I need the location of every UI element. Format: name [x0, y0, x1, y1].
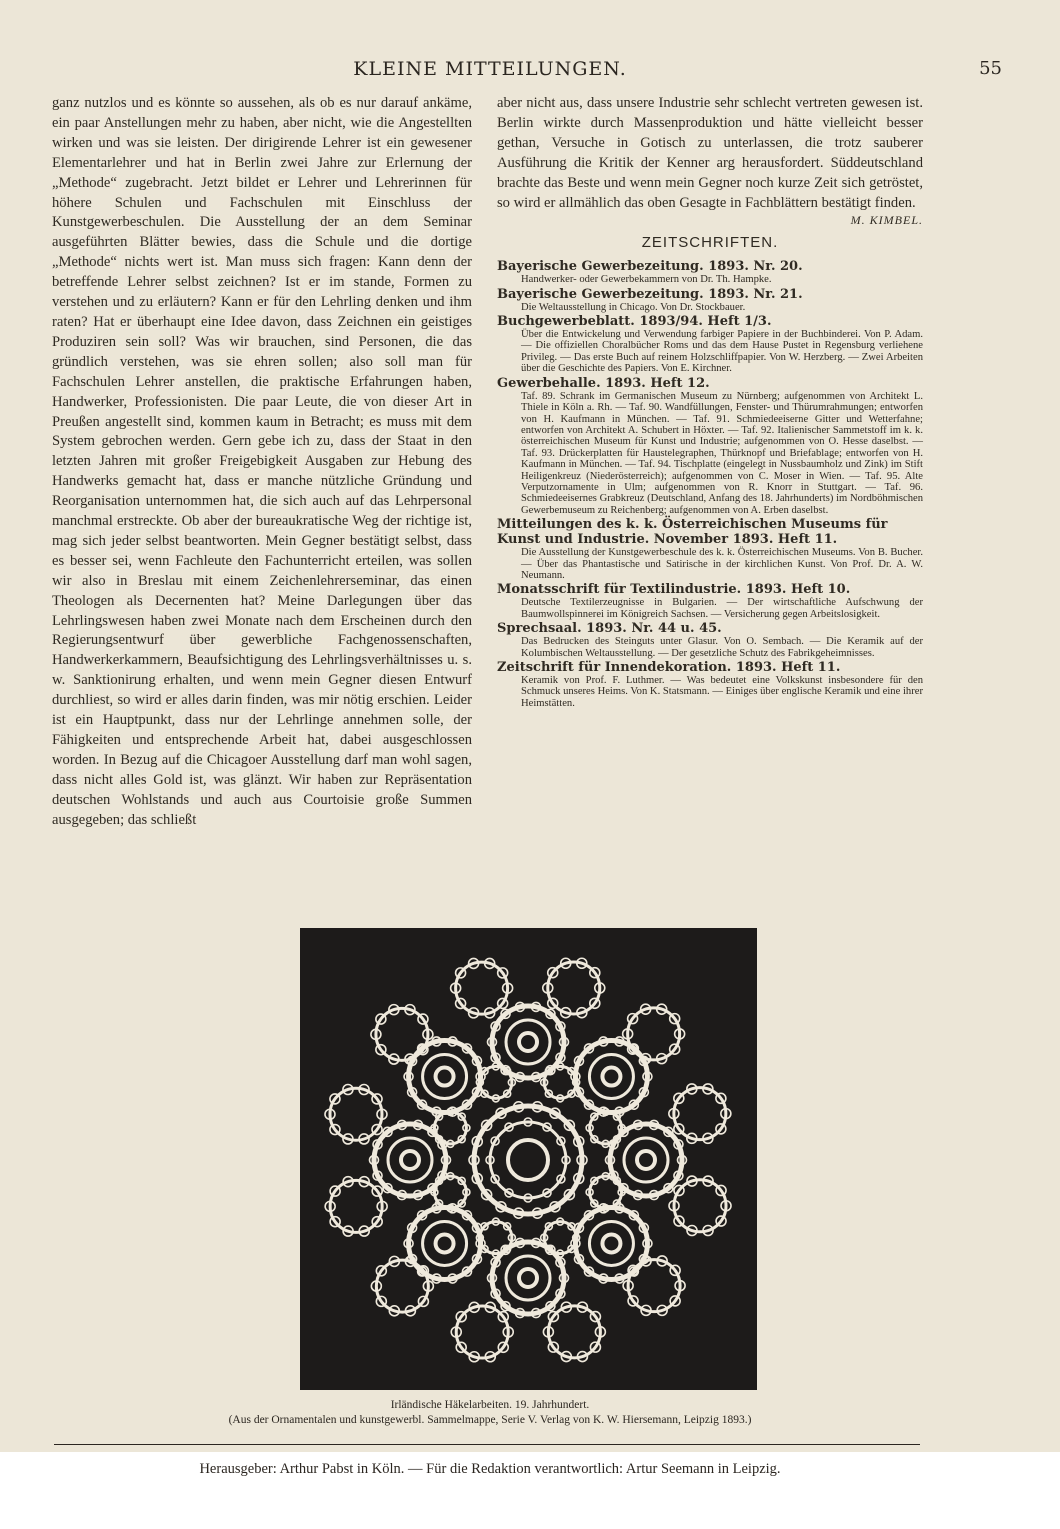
- lace-motif: [544, 1222, 576, 1254]
- lace-motif: [589, 1221, 633, 1265]
- journal-contents: Deutsche Textilerzeugnisse in Bulgarien. — Der wirtschaftliche Aufschwung der Baumwollspinnerei im Königreich Sachsen. — Versicherung gegen Arbeitslosigkeit.: [521, 597, 923, 620]
- journal-title: Monatsschrift für Textilindustrie. 1893. Heft 10.: [497, 582, 851, 598]
- lace-motif: [548, 1306, 600, 1358]
- journal-entry: [497, 376, 923, 516]
- lace-motif: [388, 1138, 432, 1182]
- journal-entry: [497, 660, 923, 709]
- journal-contents: Über die Entwickelung und Verwendung farbiger Papiere in der Buchbinderei. Von P. Adam. — Die offiziellen Choralbücher Roms und das dem Hause Pustet in Regensburg verliehene Privileg. — Das erste Buch auf reinem Holzschliffpapier. Von W. Herzberg. — Zwei Arbeiten über die Geschichte des Papiers. Von E. Kirchner.: [521, 329, 923, 375]
- lace-motif: [589, 1055, 633, 1099]
- journal-entry: [497, 259, 923, 285]
- journal-contents: Das Bedrucken des Steinguts unter Glasur. Von O. Sembach. — Die Keramik auf der Kolumbischen Weltausstellung. — Der gesetzliche Schutz des Fabrikgeheimnisses.: [521, 636, 923, 659]
- lace-motif: [436, 1234, 454, 1252]
- lace-motif: [480, 1066, 512, 1098]
- lace-motif: [434, 1176, 466, 1208]
- lace-motif: [434, 1112, 466, 1144]
- lace-motif: [506, 1020, 550, 1064]
- right-column: [497, 94, 923, 710]
- page-number: 55: [979, 58, 1002, 79]
- running-head: [0, 58, 1060, 84]
- journal-contents: Keramik von Prof. F. Luthmer. — Was bedeutet eine Volkskunst insbesondere für den Schmuck unseres Heims. Von K. Statsmann. — Einiges über englische Keramik und eine ihrer Heimstätten.: [521, 675, 923, 709]
- journal-title: Gewerbehalle. 1893. Heft 12.: [497, 375, 710, 391]
- lace-motif: [602, 1234, 620, 1252]
- lace-motif: [456, 962, 508, 1014]
- masthead-line: Herausgeber: Arthur Pabst in Köln. — Für die Redaktion verantwortlich: Artur Seemann in Leipzig.: [199, 1461, 781, 1477]
- journal-entry: [497, 621, 923, 659]
- lace-motif: [637, 1151, 655, 1169]
- lace-motif: [456, 1306, 508, 1358]
- author-signature: M. KIMBEL.: [850, 213, 923, 228]
- journal-contents: Die Ausstellung der Kunstgewerbeschule des k. k. Österreichischen Museums. Von B. Bucher. — Über das Phantastische und Satirische in der kirchlichen Kunst. Von Prof. Dr. A. W. Neumann.: [521, 547, 923, 581]
- lace-motif: [590, 1176, 622, 1208]
- lace-motif: [330, 1180, 382, 1232]
- journal-title: Zeitschrift für Innendekoration. 1893. Heft 11.: [497, 660, 841, 675]
- journal-contents: Die Weltausstellung in Chicago. Von Dr. Stockbauer.: [521, 301, 746, 313]
- journal-title: Sprechsaal. 1893. Nr. 44 u. 45.: [497, 621, 722, 637]
- lace-illustration: [300, 928, 757, 1390]
- lace-motif: [519, 1269, 537, 1287]
- lace-motif: [506, 1256, 550, 1300]
- lace-motif: [548, 962, 600, 1014]
- footer-rule: [54, 1444, 920, 1445]
- lace-motif: [423, 1221, 467, 1265]
- lace-motif: [480, 1222, 512, 1254]
- left-column: [52, 94, 472, 831]
- journal-title: Buchgewerbeblatt. 1893/94. Heft 1/3.: [497, 314, 772, 330]
- journal-entry: [497, 582, 923, 620]
- lace-motif: [519, 1033, 537, 1051]
- lace-motif: [490, 1122, 566, 1198]
- body-text-continued: aber nicht aus, dass unsere Industrie sehr schlecht vertreten gewesen ist. Berlin wirkte durch Massenproduktion und hätte vielleicht besser gethan, Versuche in Gotisch zu unterlassen, die trotz sauberer Ausführung die Kritik der Kenner arg herausfordert. Süddeutschland brachte das Beste und wenn mein Gegner noch kurze Zeit sich getröstet, so wird er allmählich das oben Gesagte in Fachblättern bestätigt finden.: [497, 95, 923, 211]
- lace-motif: [330, 1088, 382, 1140]
- body-text: ganz nutzlos und es könnte so aussehen, als ob es nur darauf ankäme, ein paar Anstellungen mehr zu haben, aber nicht, wie die Angestellten wirken und was sie leisten. Der dirigirende Lehrer ist ein gewesener Elementarlehrer und hat in Berlin zwei Jahre zur Erlernung der „Methode“ zugebracht. Jetzt bildet er Lehrer und Lehrerinnen für höhere Schulen und Fachschulen mit Einschluss der Kunstgewerbeschulen. Die Ausstellung der an dem Seminar ausgeführten Blätter bewies, dass die Schule und die dortige „Methode“ nichts wert ist. Man muss sich fragen: Kann denn der betreffende Lehrer selbst zeichnen? Ist er im stande, Formen zu verstehen und zu erläutern? Kann er für den Lehrling denken und ihm raten? Hat er überhaupt eine Idee davon, dass Zeichnen ein geistiges Produziren sein soll? Was wir brauchen, sind Personen, die das gründlich verstehen, was sie ehren sollen; also soll man für Fachschulen Lehrer anstellen, die praktische Erfahrungen haben, Handwerker, Professionisten. Die paar Leute, die von dieser Art in Preußen angestellt sind, kommen kaum in Betracht; es muss mit dem System gebrochen werden. Gern gebe ich zu, dass der Staat in den letzten Jahren mit großer Freigebigkeit Ausgaben zur Hebung des Handwerks gemacht hat, dass er manche nützliche Gründung und Reorganisation unternommen hat, die sich auch auf das Lehrpersonal manchmal erstreckte. Ob aber der bureaukratische Weg der richtige ist, mag sich jeder selbst beantworten. Mein Gegner bestätigt selbst, dass es besser sei, wenn Fachleute den Fachunterricht erteilen, was sollen wir also in Breslau mit einem Zeichenlehrerseminar, das einen Theologen als Decernenten hat? Meine Darlegungen über das Lehrlingswesen haben zwei Monate nach dem Erscheinen durch den Regierungsentwurf über gewerbliche Fachgenossenschaften, Handwerkerkammern, Beaufsichtigung des Lehrlingsverhältnisses u. s. w. Sanktionirung erhalten, und wenn mein Gegner diesen Entwurf durchliest, so wird er alles darin finden, was mir nötig erschien. Leider ist ein Hauptpunkt, dass nur der Lehrlinge annehmen solle, der Fähigkeiten und entsprechende Arbeit hat, dabei ausgeschlossen worden. In Bezug auf die Chicagoer Ausstellung darf man wohl sagen, dass nicht alles Gold ist, was glänzt. Wir haben zur Repräsentation deutschen Wohlstands und auch aus Courtoisie große Summen ausgegeben; das schließt: [52, 95, 472, 828]
- lace-motif: [602, 1068, 620, 1086]
- lace-motif: [508, 1140, 548, 1180]
- lace-motif: [544, 1066, 576, 1098]
- lace-motif: [436, 1068, 454, 1086]
- journal-entry: [497, 517, 923, 581]
- lace-motif: [674, 1180, 726, 1232]
- caption-line: Irländische Häkelarbeiten. 19. Jahrhundert.: [390, 1399, 590, 1411]
- journal-contents: Taf. 89. Schrank im Germanischen Museum zu Nürnberg; aufgenommen von Architekt L. Thiele in Köln a. Rh. — Taf. 90. Wandfüllungen, Fenster- und Thürumrahmungen; entworfen von H. Kaufmann in München. — Taf. 91. Schmiedeeiserne Gitter und Wetterfahne; entworfen von Architekt A. Schubert in Höxter. — Taf. 92. Italienischer Sammetstoff im k. k. österreichischen Museum für Kunst und Industrie; aufgenommen von O. Hesse daselbst. — Taf. 93. Drückerplatten für Haustelegraphen, Thürknopf und Briefablage; entworfen von H. Kaufmann in München. — Taf. 94. Tischplatte (eingelegt in Nussbaumholz und Zink) im Stift Heiligenkreuz (Niederösterreich); aufgenommen von C. Moser in Wien. — Taf. 95. Alte Verputzornamente in Ulm; aufgenommen von R. Knorr in Stuttgart. — Taf. 96. Schmiedeeisernes Grabkreuz (Deutschland, Anfang des 18. Jahrhunderts) im Nordböhmischen Gewerbemuseum zu Reichenberg; aufgenommen von A. Erben daselbst.: [521, 390, 923, 516]
- lace-motif: [674, 1088, 726, 1140]
- journal-contents: Handwerker- oder Gewerbekammern von Dr. Th. Hampke.: [521, 274, 772, 286]
- journal-entry: [497, 287, 923, 313]
- lace-motif: [423, 1055, 467, 1099]
- figure-caption: [0, 1398, 980, 1428]
- crochet-doily-image: [300, 928, 757, 1390]
- lace-motif: [624, 1138, 668, 1182]
- section-title: ZEITSCHRIFTEN.: [641, 234, 779, 252]
- lace-motif: [401, 1151, 419, 1169]
- journal-title: Bayerische Gewerbezeitung. 1893. Nr. 21.: [497, 286, 803, 302]
- journal-entry: [497, 314, 923, 375]
- journal-title: Bayerische Gewerbezeitung. 1893. Nr. 20.: [497, 259, 803, 275]
- caption-source: (Aus der Ornamentalen und kunstgewerbl. Sammelmappe, Serie V. Verlag von K. W. Hiersemann, Leipzig 1893.): [228, 1414, 752, 1426]
- lace-motif: [590, 1112, 622, 1144]
- journal-title: Mitteilungen des k. k. Österreichischen Museums für Kunst und Industrie. November 1893. Heft 11.: [497, 517, 888, 548]
- page-title: KLEINE MITTEILUNGEN.: [353, 58, 627, 80]
